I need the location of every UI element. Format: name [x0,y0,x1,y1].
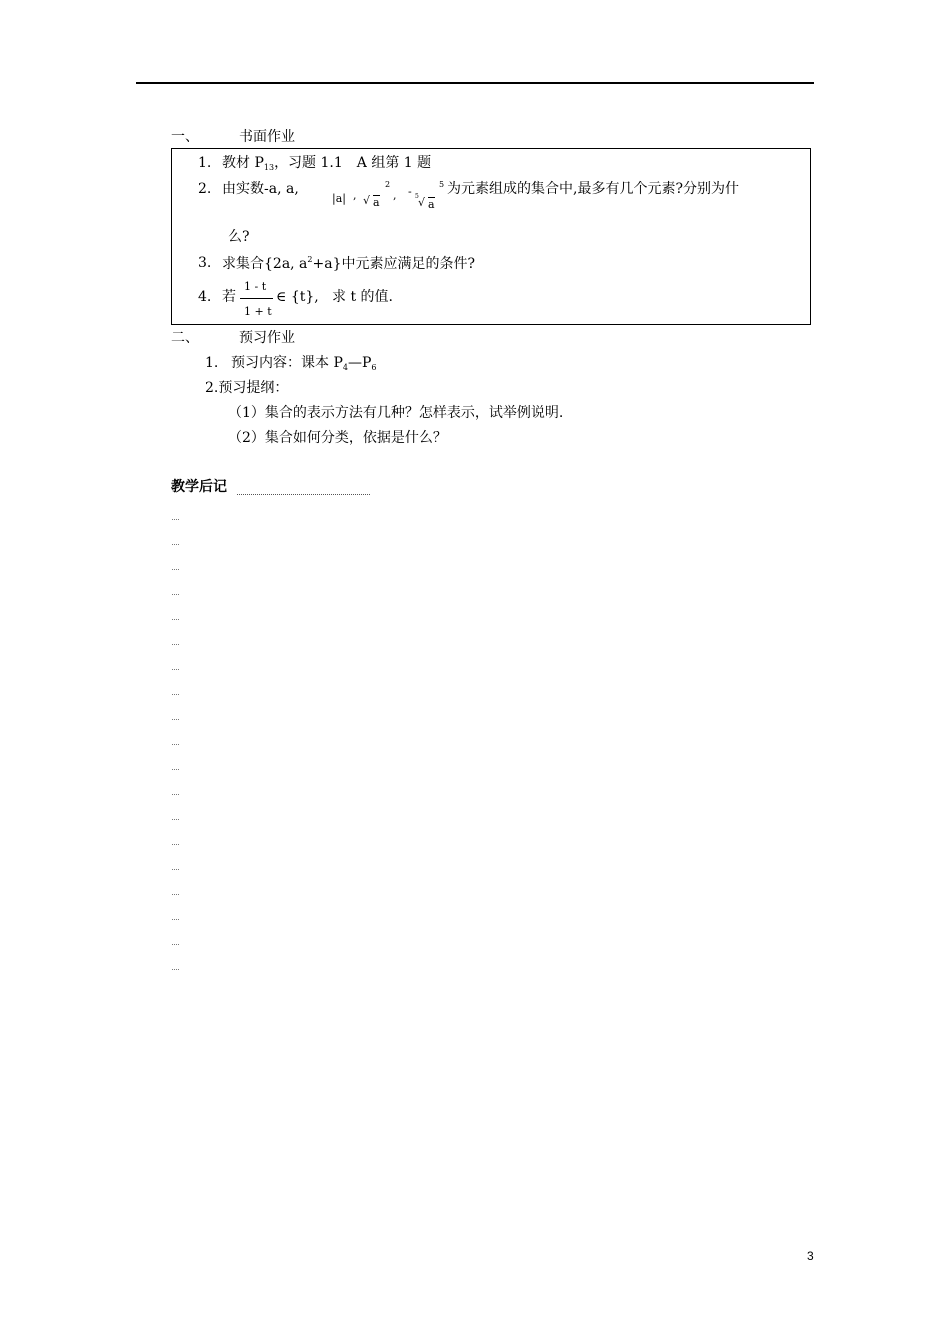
root-sign: √ [418,196,426,209]
sqrt-exponent: 2 [385,180,391,189]
postscript-line [172,819,179,820]
minus-sign: - [408,185,412,198]
postscript-line [172,694,179,695]
section2-title: 预习作业 [239,330,295,346]
comma: , [353,189,357,202]
postscript-line [172,619,179,620]
fraction-denominator: 1 + t [244,305,272,318]
item-number: 1. [205,355,219,371]
item-text-rest: 为元素组成的集合中,最多有几个元素?分别为什 [447,181,739,197]
postscript-line [172,544,179,545]
fraction-numerator: 1 - t [244,280,267,293]
header-rule [136,82,814,84]
sqrt-sign: √ [363,194,371,207]
postscript-line [172,594,179,595]
item-text-continued: 么? [228,229,250,245]
postscript-line [172,744,179,745]
item-text: 由实数-a, a, [222,181,299,197]
page-number: 3 [807,1249,814,1263]
item-text: 教材 $P_{13}$，习题 1.1 A 组第 1 题 [222,155,432,172]
sqrt-arg: a [373,196,380,209]
root-index: 5 [415,193,419,200]
postscript-line [172,844,179,845]
item-number: 2. [198,181,212,197]
postscript-line [172,944,179,945]
section1-title: 书面作业 [239,129,295,145]
item-text: 预习内容：课本 $P_4—P_6$ [231,355,377,372]
section2-number: 二、 [171,330,199,346]
postscript-line [172,794,179,795]
postscript-line [172,919,179,920]
postscript-line [172,519,179,520]
item-text: 求集合{2a, $a^2+a$}中元素应满足的条件? [222,255,476,272]
preview-question-2: （2）集合如何分类，依据是什么？ [228,430,447,446]
postscript-underline [237,494,370,495]
section1-number: 一、 [171,129,199,145]
root-arg: a [428,198,435,211]
item-number: 3. [198,255,212,271]
postscript-title: 教学后记 [171,479,227,495]
postscript-line [172,719,179,720]
postscript-line [172,644,179,645]
item-text: 若 [222,289,236,305]
item-text-rest: 求 t 的值. [332,289,393,305]
postscript-line [172,969,179,970]
item-number: 1. [198,155,212,171]
fraction-bar [240,298,273,299]
item-number: 4. [198,289,212,305]
postscript-line [172,669,179,670]
preview-item-2: 2.预习提纲： [205,380,289,396]
postscript-line [172,869,179,870]
element-of: ∈ {t}, [276,289,319,305]
comma: , [393,189,397,202]
postscript-line [172,894,179,895]
postscript-line [172,569,179,570]
preview-question-1: （1）集合的表示方法有几种？怎样表示，试举例说明. [228,405,564,421]
postscript-line [172,769,179,770]
root-exponent: 5 [439,180,445,189]
abs-value: |a| [332,192,346,205]
